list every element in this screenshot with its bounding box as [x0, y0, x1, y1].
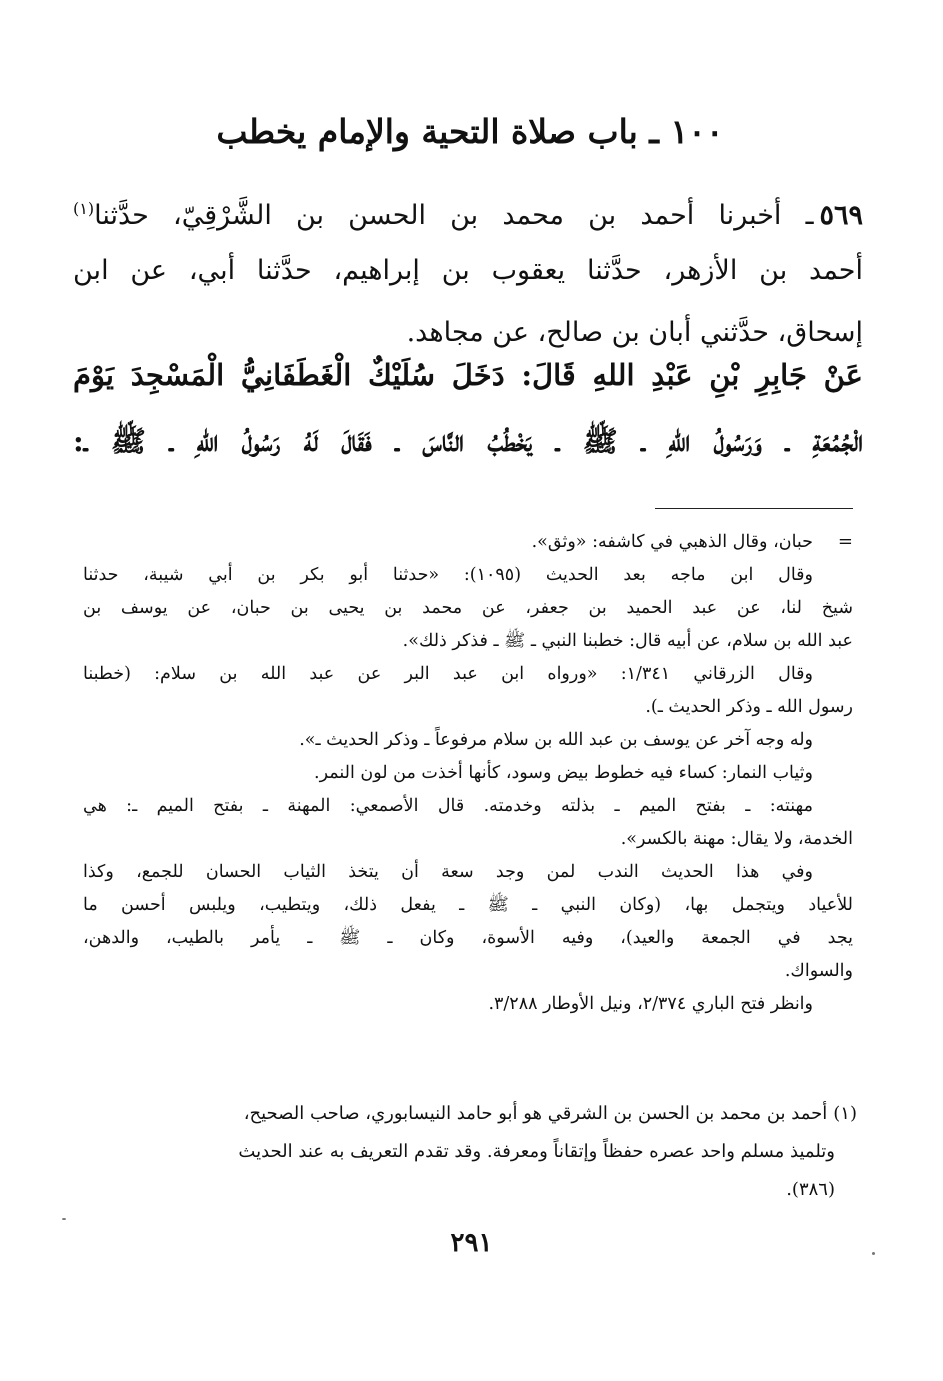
footnote-marker: (١) — [73, 199, 95, 218]
footnote-separator — [655, 508, 853, 509]
note-line: مهنته: ـ بفتح الميم ـ بذلته وخدمته. قال الأصمعي: المهنة ـ بفتح الميم ـ: هي — [83, 796, 813, 816]
note-line: وله وجه آخر عن يوسف بن عبد الله بن سلام مرفوعاً ـ وذكر الحديث ـ». — [299, 730, 813, 750]
hadith-matn — [73, 342, 863, 474]
isnad-line-1 — [73, 178, 863, 240]
note-line: يجد في الجمعة والعيد)، وفيه الأسوة، وكان ـ ﷺ ـ يأمر بالطيب، والدهن، — [83, 928, 853, 948]
footnote-line — [83, 1095, 857, 1133]
note-line: رسول الله ـ وذكر الحديث ـ). — [645, 697, 853, 717]
footnote-text-1: أحمد بن محمد بن الحسن بن الشرقي هو أبو حامد النيسابوري، صاحب الصحيح، — [243, 1103, 828, 1124]
page-number: ٢٩١ — [450, 1228, 493, 1258]
hadith-number: ٥٦٩ — [819, 200, 863, 231]
note-line: وقال الزرقاني ١/٣٤١: «ورواه ابن عبد البر عن عبد الله بن سلام: (خطبنا — [83, 664, 813, 684]
note-line: عبد الله بن سلام، عن أبيه قال: خطبنا النبي ـ ﷺ ـ فذكر ذلك». — [402, 631, 853, 651]
scan-speck — [62, 1218, 66, 1220]
note-line: وثياب النمار: كساء فيه خطوط بيض وسود، كأنها أخذت من لون النمر. — [314, 763, 813, 783]
note-line: والسواك. — [784, 961, 853, 981]
scan-speck — [872, 1252, 875, 1255]
note-line: حبان، وقال الذهبي في كاشفه: «وثق». — [531, 532, 813, 552]
note-line: وقال ابن ماجه بعد الحديث (١٠٩٥): «حدثنا أبو بكر بن أبي شيبة، حدثنا — [83, 565, 814, 585]
note-line: وفي هذا الحديث الندب لمن وجد سعة أن يتخذ الثياب الحسان للجمع، وكذا — [83, 862, 813, 882]
hadith-isnad — [73, 178, 863, 364]
chapter-title: ١٠٠ ـ باب صلاة التحية والإمام يخطب — [216, 112, 724, 151]
note-line: وانظر فتح الباري ٢/٣٧٤، ونيل الأوطار ٣/٢٨٨. — [488, 994, 813, 1014]
footnote-line: وتلميذ مسلم واحد عصره حفظاً وإتقاناً ومعرفة. وقد تقدم التعريف به عند الحديث — [238, 1141, 835, 1162]
note-line: للأعياد ويتجمل بها، (وكان النبي ـ ﷺ ـ يفعل ذلك، ويتطيب، ويلبس أحسن ما — [83, 895, 853, 915]
note-line: الخدمة، ولا يقال: مهنة بالكسر». — [620, 829, 853, 849]
matn-line-1: عَنْ جَابِرِ بْنِ عَبْدِ اللهِ قَالَ: دَخَلَ سُلَيْكٌ الْغَطَفَانِيُّ الْمَسْجِدَ يَوْمَ — [73, 358, 863, 392]
continuation-mark: = — [837, 531, 853, 552]
footnote-line: (٣٨٦). — [786, 1179, 835, 1200]
footnote-number: (١) — [833, 1103, 857, 1124]
continued-notes — [83, 526, 853, 1021]
note-line: شيخ لنا، عن عبد الحميد بن جعفر، عن محمد بن يحيى بن حبان، عن يوسف بن — [83, 598, 853, 618]
isnad-text-1: ـ أخبرنا أحمد بن محمد بن الحسن بن الشَّرْقِيّ، حدَّثنا — [94, 200, 814, 231]
matn-line-2: الْجُمُعَةِ ـ وَرَسُولُ اللهِ ـ ﷺ ـ يَخْطُبُ النَّاسَ ـ فَقَالَ لَهُ رَسُولُ اللهِ ـ ﷺ ـ: — [73, 424, 863, 458]
footnote-1 — [83, 1095, 857, 1209]
isnad-line-2: أحمد بن الأزهر، حدَّثنا يعقوب بن إبراهيم، حدَّثنا أبي، عن ابن — [73, 255, 863, 286]
isnad-line-3: إسحاق، حدَّثني أبان بن صالح، عن مجاهد. — [406, 317, 863, 348]
